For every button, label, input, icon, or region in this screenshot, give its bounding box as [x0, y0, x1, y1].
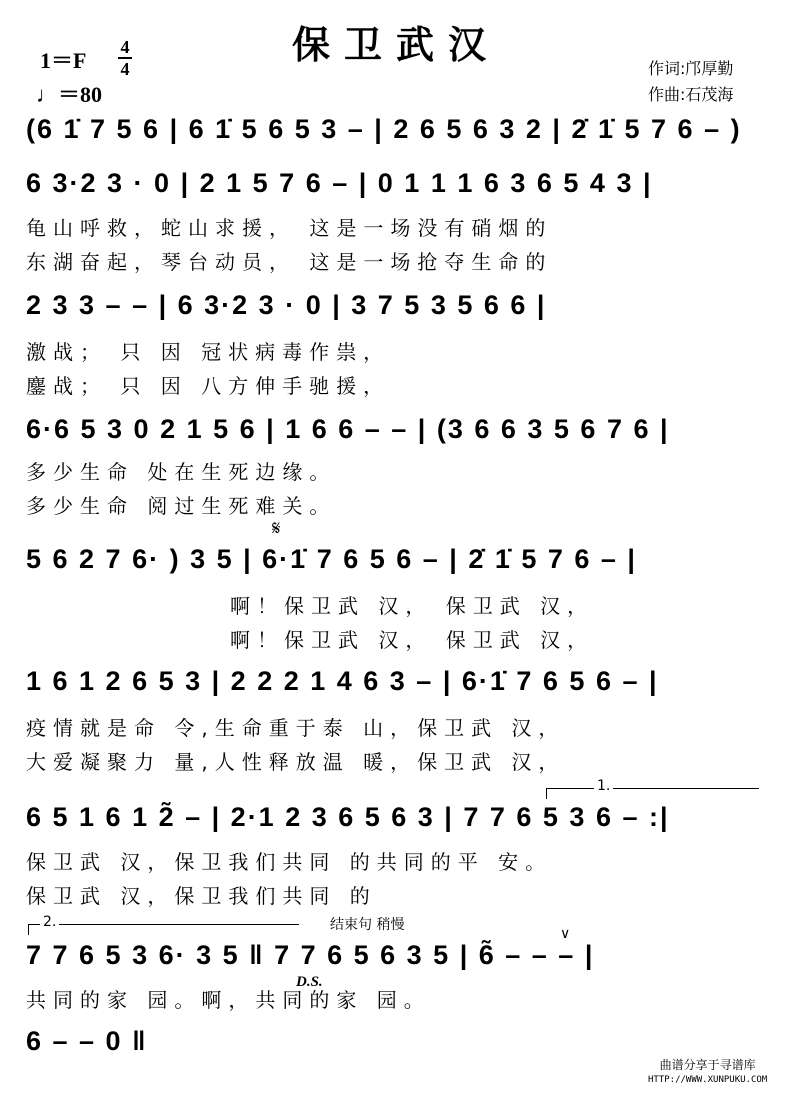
source-watermark [648, 1058, 767, 1088]
notation-row-6: 6 5 1 6 1 2̃ – | 2·1 2 3 6 5 6 3 | 7 7 6 5 3 6 – :| [26, 802, 670, 832]
dal-segno-marking: D.S. [296, 974, 323, 990]
lyrics-row-6-verse-2: 保卫武 汉，保卫我们共同 的 [26, 884, 377, 908]
song-title: 保卫武汉 [292, 22, 501, 67]
meter-top: 4 [120, 37, 130, 57]
breath-mark-icon: ∨ [560, 926, 571, 942]
volta-1-label: 1. [594, 778, 613, 794]
meter-bottom: 4 [120, 59, 130, 79]
key-signature: 1＝F [40, 48, 87, 73]
notation-row-intro: (6 1̇ 7 5 6 | 6 1̇ 5 6 5 3 – | 2 6 5 6 3 2 | 2̇ 1̇ 5 7 6 – ) [26, 114, 742, 144]
notation-row-7: 7 7 6 5 3 6· 3 5 ‖ 7 7 6 5 6 3 5 | 6̃ – – – | [26, 940, 595, 970]
composer-credit: 作曲:石茂海 [648, 85, 734, 104]
lyrics-row-3-verse-2: 多少生命 阅过生死难关。 [26, 494, 337, 518]
lyrics-row-4-verse-2: 啊！保卫武 汉， 保卫武 汉， [230, 628, 595, 652]
lyrics-row-7-verse-1: 共同的家 园。啊，共同的家 园。 [26, 988, 431, 1012]
lyrics-row-5-verse-2: 大爱凝聚力 量,人性释放温 暖，保卫武 汉， [26, 750, 566, 774]
lyrics-row-2-verse-1: 激战； 只 因 冠状病毒作祟， [26, 340, 391, 364]
ending-tempo-annotation: 结束句 稍慢 [330, 917, 405, 933]
notation-row-5: 1 6 1 2 6 5 3 | 2 2 2 1 4 6 3 – | 6·1̇ 7 6 5 6 – | [26, 666, 659, 696]
watermark-line-1: 曲谱分享于寻谱库 [659, 1058, 756, 1072]
lyrics-row-1-verse-2: 东湖奋起，琴台动员， 这是一场抢夺生命的 [26, 250, 553, 274]
lyrics-row-6-verse-1: 保卫武 汉，保卫我们共同 的共同的平 安。 [26, 850, 553, 874]
notation-row-4: 5 6 2 7 6· ) 3 5 | 6·1̇ 7 6 5 6 – | 2̇ 1̇ 5 7 6 – | [26, 544, 637, 574]
time-signature [118, 38, 132, 78]
notation-row-3: 6·6 5 3 0 2 1 5 6 | 1 6 6 – – | (3 6 6 3 5 6 7 6 | [26, 414, 670, 444]
volta-2-label: 2. [40, 914, 59, 930]
lyricist-credit: 作词:邝厚勤 [648, 59, 734, 78]
watermark-url: HTTP://WWW.XUNPUKU.COM [648, 1075, 768, 1085]
notation-row-1: 6 3·2 3 · 0 | 2 1 5 7 6 – | 0 1 1 1 6 3 6 5 4 3 | [26, 168, 653, 198]
volta-2-bracket [28, 924, 299, 935]
lyrics-row-1-verse-1: 龟山呼救，蛇山求援， 这是一场没有硝烟的 [26, 216, 553, 240]
lyrics-row-4-verse-1: 啊！保卫武 汉， 保卫武 汉， [230, 594, 595, 618]
notation-row-8: 6 – – 0 ‖ [26, 1026, 148, 1056]
tempo-marking: ♩＝80 [36, 82, 103, 107]
volta-1-bracket [546, 788, 759, 799]
lyrics-row-2-verse-2: 鏖战； 只 因 八方伸手驰援， [26, 374, 391, 398]
notation-row-2: 2 3 3 – – | 6 3·2 3 · 0 | 3 7 5 3 5 6 6 | [26, 290, 547, 320]
segno-icon: 𝄋 [272, 516, 281, 540]
lyrics-row-5-verse-1: 疫情就是命 令,生命重于泰 山，保卫武 汉， [26, 716, 566, 740]
lyrics-row-3-verse-1: 多少生命 处在生死边缘。 [26, 460, 337, 484]
